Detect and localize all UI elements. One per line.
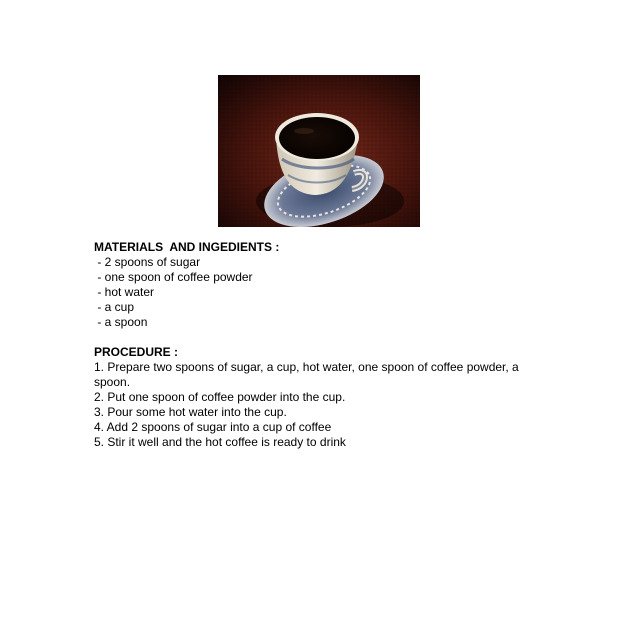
coffee-cup-photo: [218, 75, 420, 227]
procedure-step: 3. Pour some hot water into the cup.: [94, 405, 287, 419]
materials-item: - hot water: [94, 285, 155, 299]
procedure-step: 1. Prepare two spoons of sugar, a cup, hot water, one spoon of coffee powder, a spoon.: [94, 360, 519, 389]
procedure-step: 5. Stir it well and the hot coffee is ready to drink: [94, 435, 346, 449]
procedure-heading: PROCEDURE :: [94, 345, 179, 359]
procedure-step: 4. Add 2 spoons of sugar into a cup of coffee: [94, 420, 332, 434]
section-spacer: [94, 330, 554, 345]
procedure-steps: [94, 360, 554, 450]
procedure-step: 2. Put one spoon of coffee powder into the cup.: [94, 390, 346, 404]
materials-item: - a spoon: [94, 315, 148, 329]
materials-item: - 2 spoons of sugar: [94, 255, 201, 269]
materials-heading: MATERIALS AND INGEDIENTS :: [94, 240, 280, 254]
materials-item: - a cup: [94, 300, 135, 314]
document-body: [94, 240, 554, 450]
materials-item: - one spoon of coffee powder: [94, 270, 253, 284]
materials-list: [94, 255, 554, 330]
